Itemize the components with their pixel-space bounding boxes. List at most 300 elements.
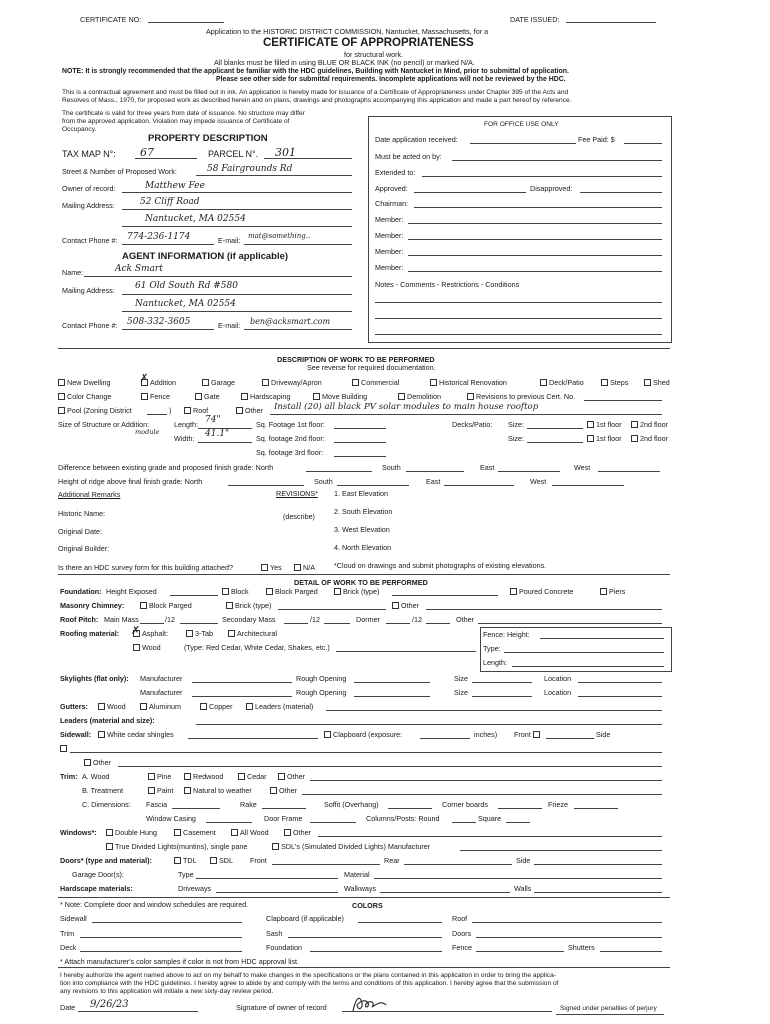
driveway-option[interactable]: Driveway/Apron [262,378,322,387]
masonry-brick-field[interactable] [278,609,386,610]
casement-option[interactable]: Casement [174,828,216,837]
skylight-manufacturer-field[interactable] [192,682,292,683]
approved-field[interactable] [414,192,526,193]
redwood-checkbox[interactable] [184,773,191,780]
grade-north-field[interactable] [306,471,372,472]
soffit-field[interactable] [388,808,432,809]
sq-footage-3-field[interactable] [334,456,386,457]
member-label-1: Member: [375,215,404,224]
parcel-label: PARCEL N°. [208,149,259,159]
note-line-2: Please see other side for submittal requirements. Incomplete applications will not be reviewed by the HDC. [216,76,566,83]
fence-length-label: Length: [483,658,507,667]
color-change-option[interactable]: Color Change [58,392,111,401]
piers-checkbox[interactable] [600,588,607,595]
wood-type-label: (Type: Red Cedar, White Cedar, Shakes, etc.) [184,643,330,652]
three-tab-option[interactable]: 3-Tab [186,629,213,638]
clapboard-checkbox[interactable] [324,731,331,738]
deck-size-1-label: Size: [508,420,524,429]
masonry-other-field[interactable] [426,609,662,610]
gate-option[interactable]: Gate [195,392,220,401]
frieze-field[interactable] [574,808,618,809]
mailing-field-2[interactable] [122,226,352,227]
tdl-option[interactable]: True Divided Lights(muntins), single pane [106,842,247,851]
door-sdl-checkbox[interactable] [210,857,217,864]
zoning-district-field[interactable] [147,414,167,415]
walls-field[interactable] [534,892,662,893]
sidewall-other-field[interactable] [118,766,662,767]
corner-boards-label: Corner boards [442,800,488,809]
disapproved-label: Disapproved: [530,184,573,193]
door-rear-field[interactable] [404,864,512,865]
color-doors-label: Doors [452,929,472,938]
member-field-1[interactable] [408,223,662,224]
owner-value: Matthew Fee [145,181,205,191]
clapboard-exposure-field[interactable] [420,738,470,739]
hardscaping-checkbox[interactable] [241,393,248,400]
skylight-size-field-2[interactable] [472,696,532,697]
demolition-checkbox[interactable] [398,393,405,400]
leaders-material-field[interactable] [326,710,662,711]
all-wood-option[interactable]: All Wood [231,828,269,837]
rake-field[interactable] [262,808,306,809]
original-builder-label: Original Builder: [58,544,110,553]
walkways-field[interactable] [380,892,510,893]
schedule-note: * Note: Complete door and window schedules are required. [60,900,249,909]
member-field-3[interactable] [408,255,662,256]
windows-other-checkbox[interactable] [284,829,291,836]
copper-option[interactable]: Copper [200,702,233,711]
white-cedar-field[interactable] [188,738,318,739]
agent-email-value: ben@acksmart.com [250,317,331,326]
windows-other-option[interactable]: Other [284,828,311,837]
double-hung-checkbox[interactable] [106,829,113,836]
asphalt-option[interactable]: Asphalt: [133,629,168,638]
sq-footage-2-field[interactable] [334,442,386,443]
shed-checkbox[interactable] [644,379,651,386]
treatment-label: B. Treatment [82,786,124,795]
sidewall-other-checkbox[interactable] [84,759,91,766]
masonry-other-option[interactable]: Other [392,601,419,610]
trim-other-field[interactable] [310,780,662,781]
skylight-location-field[interactable] [578,682,662,683]
width-field[interactable] [198,442,252,443]
color-sash-field[interactable] [288,937,442,938]
historical-option[interactable]: Historical Renovation [430,378,507,387]
commercial-checkbox[interactable] [352,379,359,386]
front-checkbox[interactable] [533,731,540,738]
shed-option[interactable]: Shed [644,378,670,387]
garage-checkbox[interactable] [202,379,209,386]
masonry-brick-option[interactable]: Brick (type) [226,601,271,610]
survey-yes-checkbox[interactable] [261,564,268,571]
sidewall-other-option[interactable]: Other [84,758,111,767]
color-roof-label: Roof [452,914,468,923]
side-label: Side [596,730,611,739]
aluminum-checkbox[interactable] [140,703,147,710]
leaders-size-field[interactable] [196,724,662,725]
fence-length-field[interactable] [512,666,664,667]
sdl-manufacturer-field[interactable] [460,850,662,851]
three-tab-checkbox[interactable] [186,630,193,637]
dormer-12: /12 [412,615,422,624]
skylight-manufacturer-label-2: Manufacturer [140,688,183,697]
ridge-north-field[interactable] [228,485,304,486]
natural-checkbox[interactable] [184,787,191,794]
leaders-checkbox[interactable] [246,703,253,710]
poured-concrete-option[interactable]: Poured Concrete [510,587,573,596]
chairman-field[interactable] [414,207,662,208]
acted-on-label: Must be acted on by: [375,152,442,161]
historic-name-label: Historic Name: [58,509,106,518]
deck2-1st-floor-checkbox[interactable] [587,435,594,442]
steps-checkbox[interactable] [601,379,608,386]
valid-line-3: Occupancy. [62,126,97,133]
windows-other-field[interactable] [318,836,662,837]
demolition-option[interactable]: Demolition [398,392,441,401]
date-received-field[interactable] [470,143,576,144]
skylight-size-label: Size [454,674,468,683]
door-tdl-option[interactable]: TDL [174,856,197,865]
garage-option[interactable]: Garage [202,378,235,387]
gutters-wood-checkbox[interactable] [98,703,105,710]
revisions-cert-field[interactable] [584,400,662,401]
paint-checkbox[interactable] [148,787,155,794]
authorization-line-3: any revisions to this application will initiate a new sixty-day review period. [60,988,274,995]
white-cedar-option[interactable]: White cedar shingles [98,730,174,739]
notes-line-1[interactable] [375,302,662,303]
square-field[interactable] [506,822,530,823]
email-field[interactable] [244,244,352,245]
skylight-size-label-2: Size [454,688,468,697]
frieze-label: Frieze [548,800,568,809]
survey-na-option[interactable]: N/A [294,563,315,572]
owner-label: Owner of record: [62,184,116,193]
hardscaping-option[interactable]: Hardscaping [241,392,290,401]
pool-option[interactable]: Pool (Zoning District [58,406,132,415]
fence-option[interactable]: Fence [141,392,170,401]
grade-east-field[interactable] [498,471,560,472]
secondary-mass-field[interactable] [284,623,308,624]
street-value: 58 Fairgrounds Rd [207,164,293,174]
garage-type-field[interactable] [196,878,338,879]
rough-opening-field-2[interactable] [354,696,430,697]
street-field[interactable] [196,175,352,176]
mailing-label: Mailing Address: [62,201,115,210]
agent-mailing-value-2: Nantucket, MA 02554 [135,299,236,309]
grade-south-field[interactable] [406,471,464,472]
acted-on-field[interactable] [452,160,662,161]
foundation-label: Foundation: [60,587,102,596]
deck-2nd-floor-checkbox[interactable] [631,421,638,428]
garage-material-field[interactable] [374,878,662,879]
date-received-label: Date application received: [375,135,458,144]
property-heading: PROPERTY DESCRIPTION [148,133,268,144]
fence-height-field[interactable] [540,638,664,639]
treatment-other-checkbox[interactable] [270,787,277,794]
roof-option[interactable]: Roof [184,406,208,415]
other-checkbox[interactable] [236,407,243,414]
sidewall-extra-option[interactable] [60,744,69,753]
block-checkbox[interactable] [222,588,229,595]
deck-2nd-floor-option[interactable]: 2nd floor [631,420,668,429]
wood-roof-checkbox[interactable] [133,644,140,651]
cedar-checkbox[interactable] [238,773,245,780]
fence-type-field[interactable] [504,652,664,653]
deck2-1st-floor-option[interactable]: 1st floor [587,434,622,443]
historical-checkbox[interactable] [430,379,437,386]
skylight-location-label: Location [544,674,572,683]
skylight-location-field-2[interactable] [578,696,662,697]
block-option[interactable]: Block [222,587,249,596]
agent-mailing-field-1[interactable] [122,294,352,295]
fee-paid-field[interactable] [624,143,662,144]
pine-option[interactable]: Pine [148,772,171,781]
agent-name-field[interactable] [84,276,352,277]
square-label: Square [478,814,502,823]
wood-type-field[interactable] [336,651,476,652]
height-exposed-field[interactable] [170,595,218,596]
deck-checkbox[interactable] [540,379,547,386]
skylight-size-field[interactable] [472,682,532,683]
masonry-brick-checkbox[interactable] [226,602,233,609]
main-mass-field[interactable] [140,623,164,624]
color-clapboard-label: Clapboard (if applicable) [266,914,344,923]
trim-other-option[interactable]: Other [278,772,305,781]
architectural-option[interactable]: Architectural [228,629,277,638]
masonry-other-checkbox[interactable] [392,602,399,609]
ridge-east-field[interactable] [444,485,514,486]
other-option[interactable]: Other [236,406,263,415]
walls-label: Walls [514,884,532,893]
natural-option[interactable]: Natural to weather [184,786,252,795]
leaders-option[interactable]: Leaders (material) [246,702,313,711]
date-field[interactable] [78,1011,198,1012]
driveway-checkbox[interactable] [262,379,269,386]
agent-mailing-field-2[interactable] [122,311,352,312]
window-casing-field[interactable] [206,822,252,823]
pine-checkbox[interactable] [148,773,155,780]
revision-2: 2. South Elevation [334,507,393,516]
new-dwelling-option[interactable]: New Dwelling [58,378,111,387]
paint-option[interactable]: Paint [148,786,173,795]
clapboard-option[interactable]: Clapboard (exposure: [324,730,402,739]
deck-size-1-field[interactable] [527,428,583,429]
side-field[interactable] [546,738,594,739]
color-shutters-field[interactable] [600,951,662,952]
member-field-4[interactable] [408,271,662,272]
rough-opening-label-2: Rough Opening [296,688,347,697]
approved-label: Approved: [375,184,408,193]
poured-concrete-checkbox[interactable] [510,588,517,595]
valid-line-2: from the approved application. Violation may impede issuance of Certificate of [62,118,290,125]
grade-west-field[interactable] [598,471,660,472]
secondary-mass-label: Secondary Mass [222,615,276,624]
copper-checkbox[interactable] [200,703,207,710]
member-label-3: Member: [375,247,404,256]
inches-label: inches) [474,730,498,739]
ridge-west-field[interactable] [552,485,624,486]
sdl-option[interactable]: SDL's (Simulated Divided Lights) Manufacturer [272,842,430,851]
deck-size-2-field[interactable] [527,442,583,443]
piers-option[interactable]: Piers [600,587,625,596]
brick-option[interactable]: Brick (type) [334,587,379,596]
steps-option[interactable]: Steps [601,378,628,387]
walkways-label: Walkways [344,884,377,893]
ridge-height-label: Height of ridge above final finish grade: North [58,477,203,486]
certificate-no-label: CERTIFICATE NO: [80,15,142,24]
aluminum-option[interactable]: Aluminum [140,702,181,711]
brick-type-field[interactable] [392,595,498,596]
wood-roof-option[interactable]: Wood [133,643,161,652]
color-sidewall-field[interactable] [92,922,242,923]
fence-height-label: Fence: Height: [483,630,530,639]
garage-doors-label: Garage Door(s): [72,870,124,879]
double-hung-option[interactable]: Double Hung [106,828,157,837]
driveways-label: Driveways [178,884,212,893]
deck-1st-floor-option[interactable]: 1st floor [587,420,622,429]
secondary-mass-field-2[interactable] [324,623,350,624]
contract-line-2: Resolves of Mass., 1970, for proposed work as described herein and on plans, drawings and photographs accompanying this application and made a part hereof by reference. [62,97,572,104]
move-building-option[interactable]: Move Building [313,392,367,401]
other-field[interactable] [270,414,662,415]
casement-checkbox[interactable] [174,829,181,836]
roof-checkbox[interactable] [184,407,191,414]
masonry-label: Masonry Chimney: [60,601,125,610]
mailing-field-1[interactable] [122,209,352,210]
colors-divider [58,897,670,898]
deck-option[interactable]: Deck/Patio [540,378,584,387]
pool-checkbox[interactable] [58,407,65,414]
roof-pitch-other-field[interactable] [478,623,662,624]
phone-field[interactable] [122,244,214,245]
block-parged-checkbox[interactable] [266,588,273,595]
color-fence-field[interactable] [476,951,564,952]
color-clapboard-field[interactable] [358,922,442,923]
all-wood-checkbox[interactable] [231,829,238,836]
cedar-option[interactable]: Cedar [238,772,267,781]
trim-other-checkbox[interactable] [278,773,285,780]
agent-mailing-value-1: 61 Old South Rd #580 [135,281,238,291]
office-heading: FOR OFFICE USE ONLY [484,121,559,128]
tax-map-value: 67 [140,146,154,159]
agent-phone-field[interactable] [122,329,214,330]
deck-1st-floor-checkbox[interactable] [587,421,594,428]
tdl-checkbox[interactable] [106,843,113,850]
main-mass-12: /12 [165,615,175,624]
columns-round-field[interactable] [452,822,476,823]
brick-checkbox[interactable] [334,588,341,595]
door-tdl-checkbox[interactable] [174,857,181,864]
color-foundation-field[interactable] [310,951,442,952]
white-cedar-checkbox[interactable] [98,731,105,738]
architectural-checkbox[interactable] [228,630,235,637]
corner-boards-field[interactable] [498,808,542,809]
fence-checkbox[interactable] [141,393,148,400]
rough-opening-field[interactable] [354,682,430,683]
tax-map-label: TAX MAP N°: [62,149,116,159]
survey-na-checkbox[interactable] [294,564,301,571]
date-value: 9/26/23 [90,999,129,1010]
notes-line-2[interactable] [375,318,662,319]
sidewall-extra-checkbox[interactable] [60,745,67,752]
revisions-option[interactable]: Revisions to previous Cert. No. [467,392,575,401]
driveways-field[interactable] [216,892,338,893]
door-side-field[interactable] [534,864,662,865]
dormer-label: Dormer [356,615,380,624]
treatment-other-field[interactable] [302,794,662,795]
move-building-checkbox[interactable] [313,393,320,400]
front-option[interactable]: Front [514,730,542,739]
dormer-field-2[interactable] [426,623,450,624]
color-sash-label: Sash [266,929,283,938]
sq-footage-1-field[interactable] [334,428,386,429]
section-divider [58,348,670,349]
masonry-block-parged-checkbox[interactable] [140,602,147,609]
door-sdl-option[interactable]: SDL [210,856,233,865]
agent-email-field[interactable] [244,329,352,330]
masonry-block-parged-option[interactable]: Block Parged [140,601,192,610]
addition-option[interactable]: Addition [141,378,176,387]
survey-yes-option[interactable]: Yes [261,563,282,572]
main-mass-field-2[interactable] [180,623,218,624]
disapproved-field[interactable] [580,192,662,193]
door-front-field[interactable] [272,864,380,865]
mailing-value-1: 52 Cliff Road [140,197,200,207]
fascia-field[interactable] [172,808,220,809]
block-parged-option[interactable]: Block Parged [266,587,318,596]
ridge-south-field[interactable] [337,485,409,486]
certificate-no-field[interactable] [148,22,224,23]
height-exposed-label: Height Exposed [106,587,157,596]
dormer-field[interactable] [386,623,410,624]
date-issued-field[interactable] [566,22,656,23]
sidewall-extra-field[interactable] [70,752,662,753]
color-trim-label: Trim [60,929,75,938]
deck2-2nd-floor-option[interactable]: 2nd floor [631,434,668,443]
authorization-line-1: I hereby authorize the agent named above to act on my behalf to make changes in the specifications or the plans contained in this application in order to bring the applica- [60,972,556,979]
skylight-manufacturer-label: Manufacturer [140,674,183,683]
door-frame-field[interactable] [310,822,356,823]
gate-checkbox[interactable] [195,393,202,400]
member-field-2[interactable] [408,239,662,240]
color-trim-field[interactable] [80,937,242,938]
redwood-option[interactable]: Redwood [184,772,223,781]
length-value: 74" [205,415,221,425]
dimensions-label: C. Dimensions: [82,800,131,809]
trim-label: Trim: [60,772,78,781]
gutters-wood-option[interactable]: Wood [98,702,126,711]
commercial-option[interactable]: Commercial [352,378,399,387]
treatment-other-option[interactable]: Other [270,786,297,795]
notes-line-3[interactable] [375,334,662,335]
owner-field[interactable] [122,192,352,193]
revisions-checkbox[interactable] [467,393,474,400]
skylight-manufacturer-field-2[interactable] [192,696,292,697]
sdl-checkbox[interactable] [272,843,279,850]
module-note: module [135,428,160,436]
grade-diff-label: Difference between existing grade and proposed finish grade: North [58,463,274,472]
color-change-checkbox[interactable] [58,393,65,400]
extended-field[interactable] [422,176,662,177]
color-roof-field[interactable] [472,922,662,923]
deck2-2nd-floor-checkbox[interactable] [631,435,638,442]
secondary-mass-12: /12 [310,615,320,624]
color-deck-field[interactable] [80,951,242,952]
rough-opening-label: Rough Opening [296,674,347,683]
hardscape-label: Hardscape materials: [60,884,133,893]
new-dwelling-checkbox[interactable] [58,379,65,386]
color-doors-field[interactable] [476,937,662,938]
